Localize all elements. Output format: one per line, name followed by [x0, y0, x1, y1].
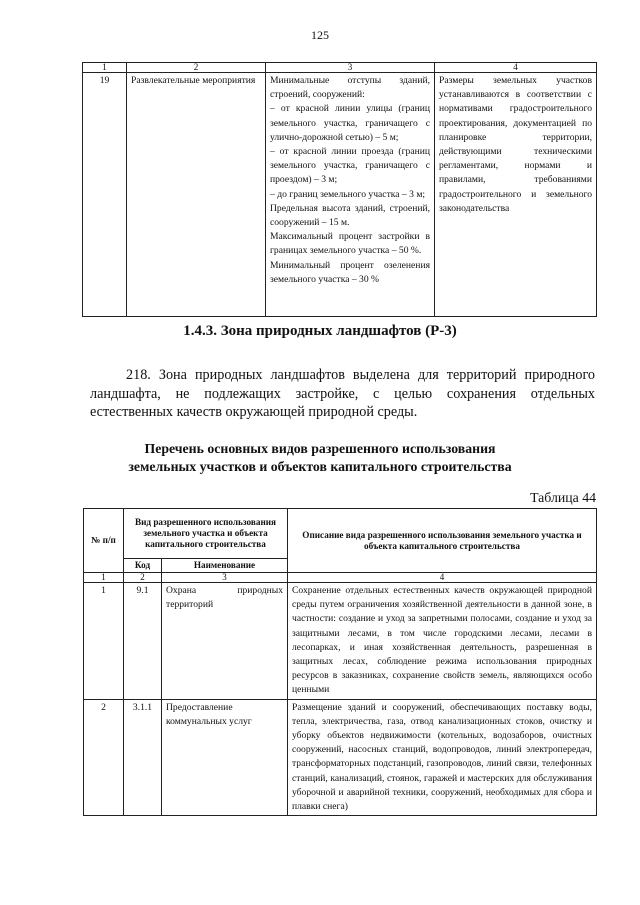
table-row [84, 583, 597, 700]
list-title [0, 440, 640, 476]
param-line: Минимальные отступы зданий, строений, сооружений: [270, 75, 430, 101]
column-numbers-row [83, 63, 597, 73]
col-number: 3 [162, 573, 288, 583]
list-title-line: земельных участков и объектов капитального строительства [128, 459, 512, 474]
col-number: 2 [127, 63, 266, 73]
section-title: 1.4.3. Зона природных ландшафтов (Р-3) [183, 323, 457, 339]
zoning-parameters-table [82, 62, 597, 317]
use-code: 9.1 [124, 583, 162, 700]
header-row [84, 509, 597, 559]
table-row [83, 73, 597, 317]
header-name: Наименование [162, 559, 288, 573]
use-name: Развлекательные мероприятия [127, 73, 266, 317]
table-label: Таблица 44 [530, 490, 596, 505]
use-code: 3.1.1 [124, 699, 162, 816]
col-number: 1 [83, 63, 127, 73]
param-line: Предельная высота зданий, строений, сооружений – 15 м. [270, 202, 430, 229]
building-parameters [266, 73, 435, 317]
zone-paragraph: 218. Зона природных ландшафтов выделена для территорий природного ландшафта, не подлежащих застройке, с целью сохранения отдельных естественных качеств окружающей природной среды. [90, 367, 595, 421]
col-number: 4 [288, 573, 597, 583]
use-description: Размещение зданий и сооружений, обеспечивающих поставку воды, тепла, электричества, газа, отвод канализационных стоков, очистку и уборку объектов недвижимости (котельных, водозаборов, очистных сооружений, насосных станций, водопроводов, линий электропередач, трансформаторных подстанций, газопроводов, линий связи, телефонных станций, канализаций, стоянок, гаражей и мастерских для обслуживания уборочной и аварийной техники, сооружений, необходимых для сбора и плавки снега) [288, 699, 597, 816]
col-number: 3 [266, 63, 435, 73]
param-line: – от красной линии проезда (границ земельного участка, граничащего с проездом) – 3 м; [270, 146, 430, 186]
use-name: Предоставление коммунальных услуг [162, 699, 288, 816]
col-number: 4 [435, 63, 597, 73]
column-numbers-row [84, 573, 597, 583]
list-title-line: Перечень основных видов разрешенного использования [144, 441, 496, 456]
param-line: – от красной линии улицы (границ земельного участка, граничащего с улично-дорожной сетью) – 5 м; [270, 103, 430, 143]
col-number: 1 [84, 573, 124, 583]
plot-size-requirements: Размеры земельных участков устанавливаются в соответствии с нормативами градостроительного проектирования, документацией по планировке территории, действующими техническими регламентами, нормами и правилами, требованиями градостроительного и земельного законодательства [435, 73, 597, 317]
header-code: Код [124, 559, 162, 573]
header-use-kind: Вид разрешенного использования земельного участка и объекта капитального строительства [124, 509, 288, 559]
param-line: – до границ земельного участка – 3 м; [270, 188, 426, 200]
row-number: 19 [83, 73, 127, 317]
row-number: 2 [84, 699, 124, 816]
page-number: 125 [311, 28, 329, 42]
param-line: Минимальный процент озеленения земельного участка – 30 % [270, 259, 430, 285]
permitted-uses-table [83, 508, 597, 816]
col-number: 2 [124, 573, 162, 583]
table-row [84, 699, 597, 816]
param-line: Максимальный процент застройки в границах земельного участка – 50 %. [270, 231, 430, 257]
header-number: № п/п [84, 509, 124, 573]
use-name: Охрана природных территорий [162, 583, 288, 700]
header-description: Описание вида разрешенного использования земельного участка и объекта капитального строительства [288, 509, 597, 573]
row-number: 1 [84, 583, 124, 700]
use-description: Сохранение отдельных естественных качеств окружающей природной среды путем ограничения хозяйственной деятельности в данной зоне, в частности: создание и уход за запретными полосами, создание и уход за защитными лесами, в том числе городскими лесами, лесами в лесопарках, и иная хозяйственная деятельность, разрешенная в защитных лесах, соблюдение режима использования природных ресурсов в заказниках, сохранение свойств земель, являющихся особо ценными [288, 583, 597, 700]
